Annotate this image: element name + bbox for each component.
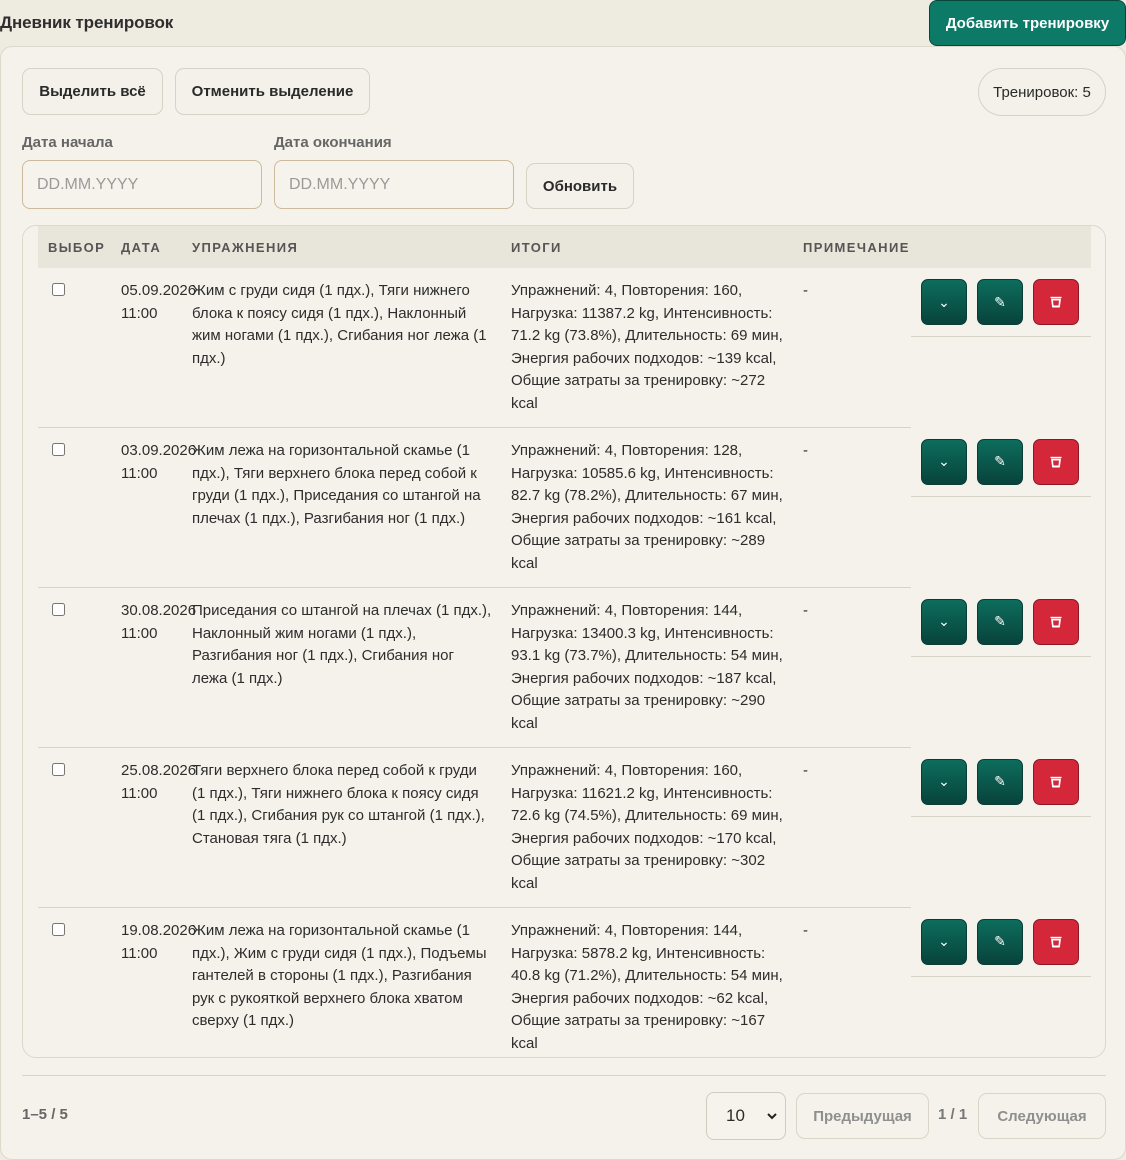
expand-button[interactable] — [921, 599, 967, 645]
workout-summary: Упражнений: 4, Повторения: 160, Нагрузка: 11387.2 kg, Интенсивность: 71.2 kg (73.8%), Длительность: 69 мин, Энергия рабочих подходов: ~139 kcal, Общие затраты за тренировку: ~272 kcal — [501, 268, 793, 428]
workout-date: 03.09.2026 11:00 — [111, 428, 182, 588]
add-workout-button[interactable]: Добавить тренировку — [929, 0, 1126, 46]
workout-note: - — [793, 428, 911, 588]
next-page-button[interactable]: Следующая — [978, 1093, 1106, 1139]
workout-exercises: Приседания со штангой на плечах (1 пдх.), Наклонный жим ногами (1 пдх.), Разгибания ног (1 пдх.), Сгибания ног лежа (1 пдх.) — [182, 588, 501, 748]
workout-summary: Упражнений: 4, Повторения: 128, Нагрузка: 10585.6 kg, Интенсивность: 82.7 kg (78.2%), Длительность: 67 мин, Энергия рабочих подходов: ~161 kcal, Общие затраты за тренировку: ~289 kcal — [501, 428, 793, 588]
workout-summary: Упражнений: 4, Повторения: 160, Нагрузка: 11621.2 kg, Интенсивность: 72.6 kg (74.5%), Длительность: 69 мин, Энергия рабочих подходов: ~170 kcal, Общие затраты за тренировку: ~302 kcal — [501, 748, 793, 908]
page-title: Дневник тренировок — [0, 13, 174, 32]
page-size-value: 10 — [726, 1106, 745, 1125]
start-date-label: Дата начала — [22, 134, 113, 151]
row-select-checkbox[interactable] — [52, 603, 65, 616]
trash-icon — [1049, 295, 1063, 309]
column-header-select: ВЫБОР — [48, 239, 106, 255]
table-row — [38, 908, 1091, 1059]
refresh-button[interactable]: Обновить — [526, 163, 634, 209]
chevron-down-icon: ⌄ — [938, 613, 950, 630]
chevron-down-icon: ⌄ — [938, 453, 950, 470]
row-select-checkbox[interactable] — [52, 763, 65, 776]
workout-date: 30.08.2026 11:00 — [111, 588, 182, 748]
workout-exercises: Жим с груди сидя (1 пдх.), Тяги нижнего блока к поясу сидя (1 пдх.), Наклонный жим ногами (1 пдх.), Сгибания ног лежа (1 пдх.) — [182, 268, 501, 428]
end-date-input[interactable] — [274, 160, 514, 209]
expand-button[interactable] — [921, 279, 967, 325]
row-select-checkbox[interactable] — [52, 283, 65, 296]
table-row — [38, 748, 1091, 908]
delete-button[interactable] — [1033, 439, 1079, 485]
edit-button[interactable] — [977, 919, 1023, 965]
page-indicator: 1 / 1 — [938, 1106, 968, 1123]
pencil-icon: ✎ — [994, 613, 1006, 630]
workout-exercises: Тяги верхнего блока перед собой к груди (1 пдх.), Тяги нижнего блока к поясу сидя (1 пдх.), Сгибания рук со штангой (1 пдх.), Становая тяга (1 пдх.) — [182, 748, 501, 908]
row-select-checkbox[interactable] — [52, 923, 65, 936]
edit-button[interactable] — [977, 279, 1023, 325]
deselect-button[interactable]: Отменить выделение — [175, 68, 370, 115]
column-header-note: ПРИМЕЧАНИЕ — [803, 239, 910, 255]
workout-exercises: Жим лежа на горизонтальной скамье (1 пдх.), Жим с груди сидя (1 пдх.), Подъемы гантелей в стороны (1 пдх.), Разгибания рук с рукояткой верхнего блока хватом сверху (1 пдх.) — [192, 922, 487, 1029]
workouts-table — [38, 226, 1091, 1058]
top-bar — [0, 0, 1126, 46]
pencil-icon: ✎ — [994, 293, 1006, 310]
trash-icon — [1049, 935, 1063, 949]
table-row — [38, 428, 1091, 588]
workout-summary: Упражнений: 4, Повторения: 144, Нагрузка: 5878.2 kg, Интенсивность: 40.8 kg (71.2%), Длительность: 54 мин, Энергия рабочих подходов: ~62 kcal, Общие затраты за тренировку: ~167 kcal — [511, 922, 783, 1052]
column-header-actions — [911, 226, 1091, 268]
column-header-summary: ИТОГИ — [511, 239, 562, 255]
workouts-table-container — [22, 225, 1106, 1058]
edit-button[interactable] — [977, 439, 1023, 485]
trash-icon — [1049, 775, 1063, 789]
table-header-row — [38, 226, 1091, 268]
expand-button[interactable] — [921, 919, 967, 965]
edit-button[interactable] — [977, 759, 1023, 805]
workout-note: - — [803, 922, 808, 939]
expand-button[interactable] — [921, 759, 967, 805]
expand-button[interactable] — [921, 439, 967, 485]
pencil-icon: ✎ — [994, 933, 1006, 950]
workout-note: - — [793, 588, 911, 748]
pagination-range: 1–5 / 5 — [22, 1106, 68, 1123]
delete-button[interactable] — [1033, 599, 1079, 645]
workout-summary: Упражнений: 4, Повторения: 144, Нагрузка: 13400.3 kg, Интенсивность: 93.1 kg (73.7%), Длительность: 54 мин, Энергия рабочих подходов: ~187 kcal, Общие затраты за тренировку: ~290 kcal — [501, 588, 793, 748]
pagination-divider — [22, 1075, 1106, 1076]
column-header-exercises: УПРАЖНЕНИЯ — [192, 239, 299, 255]
workouts-panel — [0, 46, 1126, 1160]
prev-page-button[interactable]: Предыдущая — [796, 1093, 929, 1139]
workout-note: - — [793, 268, 911, 428]
select-all-button[interactable]: Выделить всё — [22, 68, 163, 115]
delete-button[interactable] — [1033, 279, 1079, 325]
chevron-down-icon: ⌄ — [938, 293, 950, 310]
workout-date: 05.09.2026 11:00 — [111, 268, 182, 428]
chevron-down-icon — [766, 1107, 778, 1125]
pencil-icon: ✎ — [994, 453, 1006, 470]
row-select-checkbox[interactable] — [52, 443, 65, 456]
workout-date: 19.08.2026 11:00 — [121, 922, 197, 962]
trash-icon — [1049, 455, 1063, 469]
workout-count-badge: Тренировок: 5 — [978, 68, 1106, 116]
column-header-date: ДАТА — [121, 239, 162, 255]
workout-date: 25.08.2026 11:00 — [111, 748, 182, 908]
edit-button[interactable] — [977, 599, 1023, 645]
start-date-input[interactable] — [22, 160, 262, 209]
delete-button[interactable] — [1033, 919, 1079, 965]
delete-button[interactable] — [1033, 759, 1079, 805]
workout-note: - — [793, 748, 911, 908]
pencil-icon: ✎ — [994, 773, 1006, 790]
trash-icon — [1049, 615, 1063, 629]
chevron-down-icon: ⌄ — [938, 933, 950, 950]
workout-exercises: Жим лежа на горизонтальной скамье (1 пдх.), Тяги верхнего блока перед собой к груди (1 пдх.), Приседания со штангой на плечах (1 пдх.), Разгибания ног (1 пдх.) — [182, 428, 501, 588]
chevron-down-icon: ⌄ — [938, 773, 950, 790]
page-size-select[interactable] — [706, 1092, 786, 1140]
table-row — [38, 588, 1091, 748]
end-date-label: Дата окончания — [274, 134, 392, 151]
table-row — [38, 268, 1091, 428]
